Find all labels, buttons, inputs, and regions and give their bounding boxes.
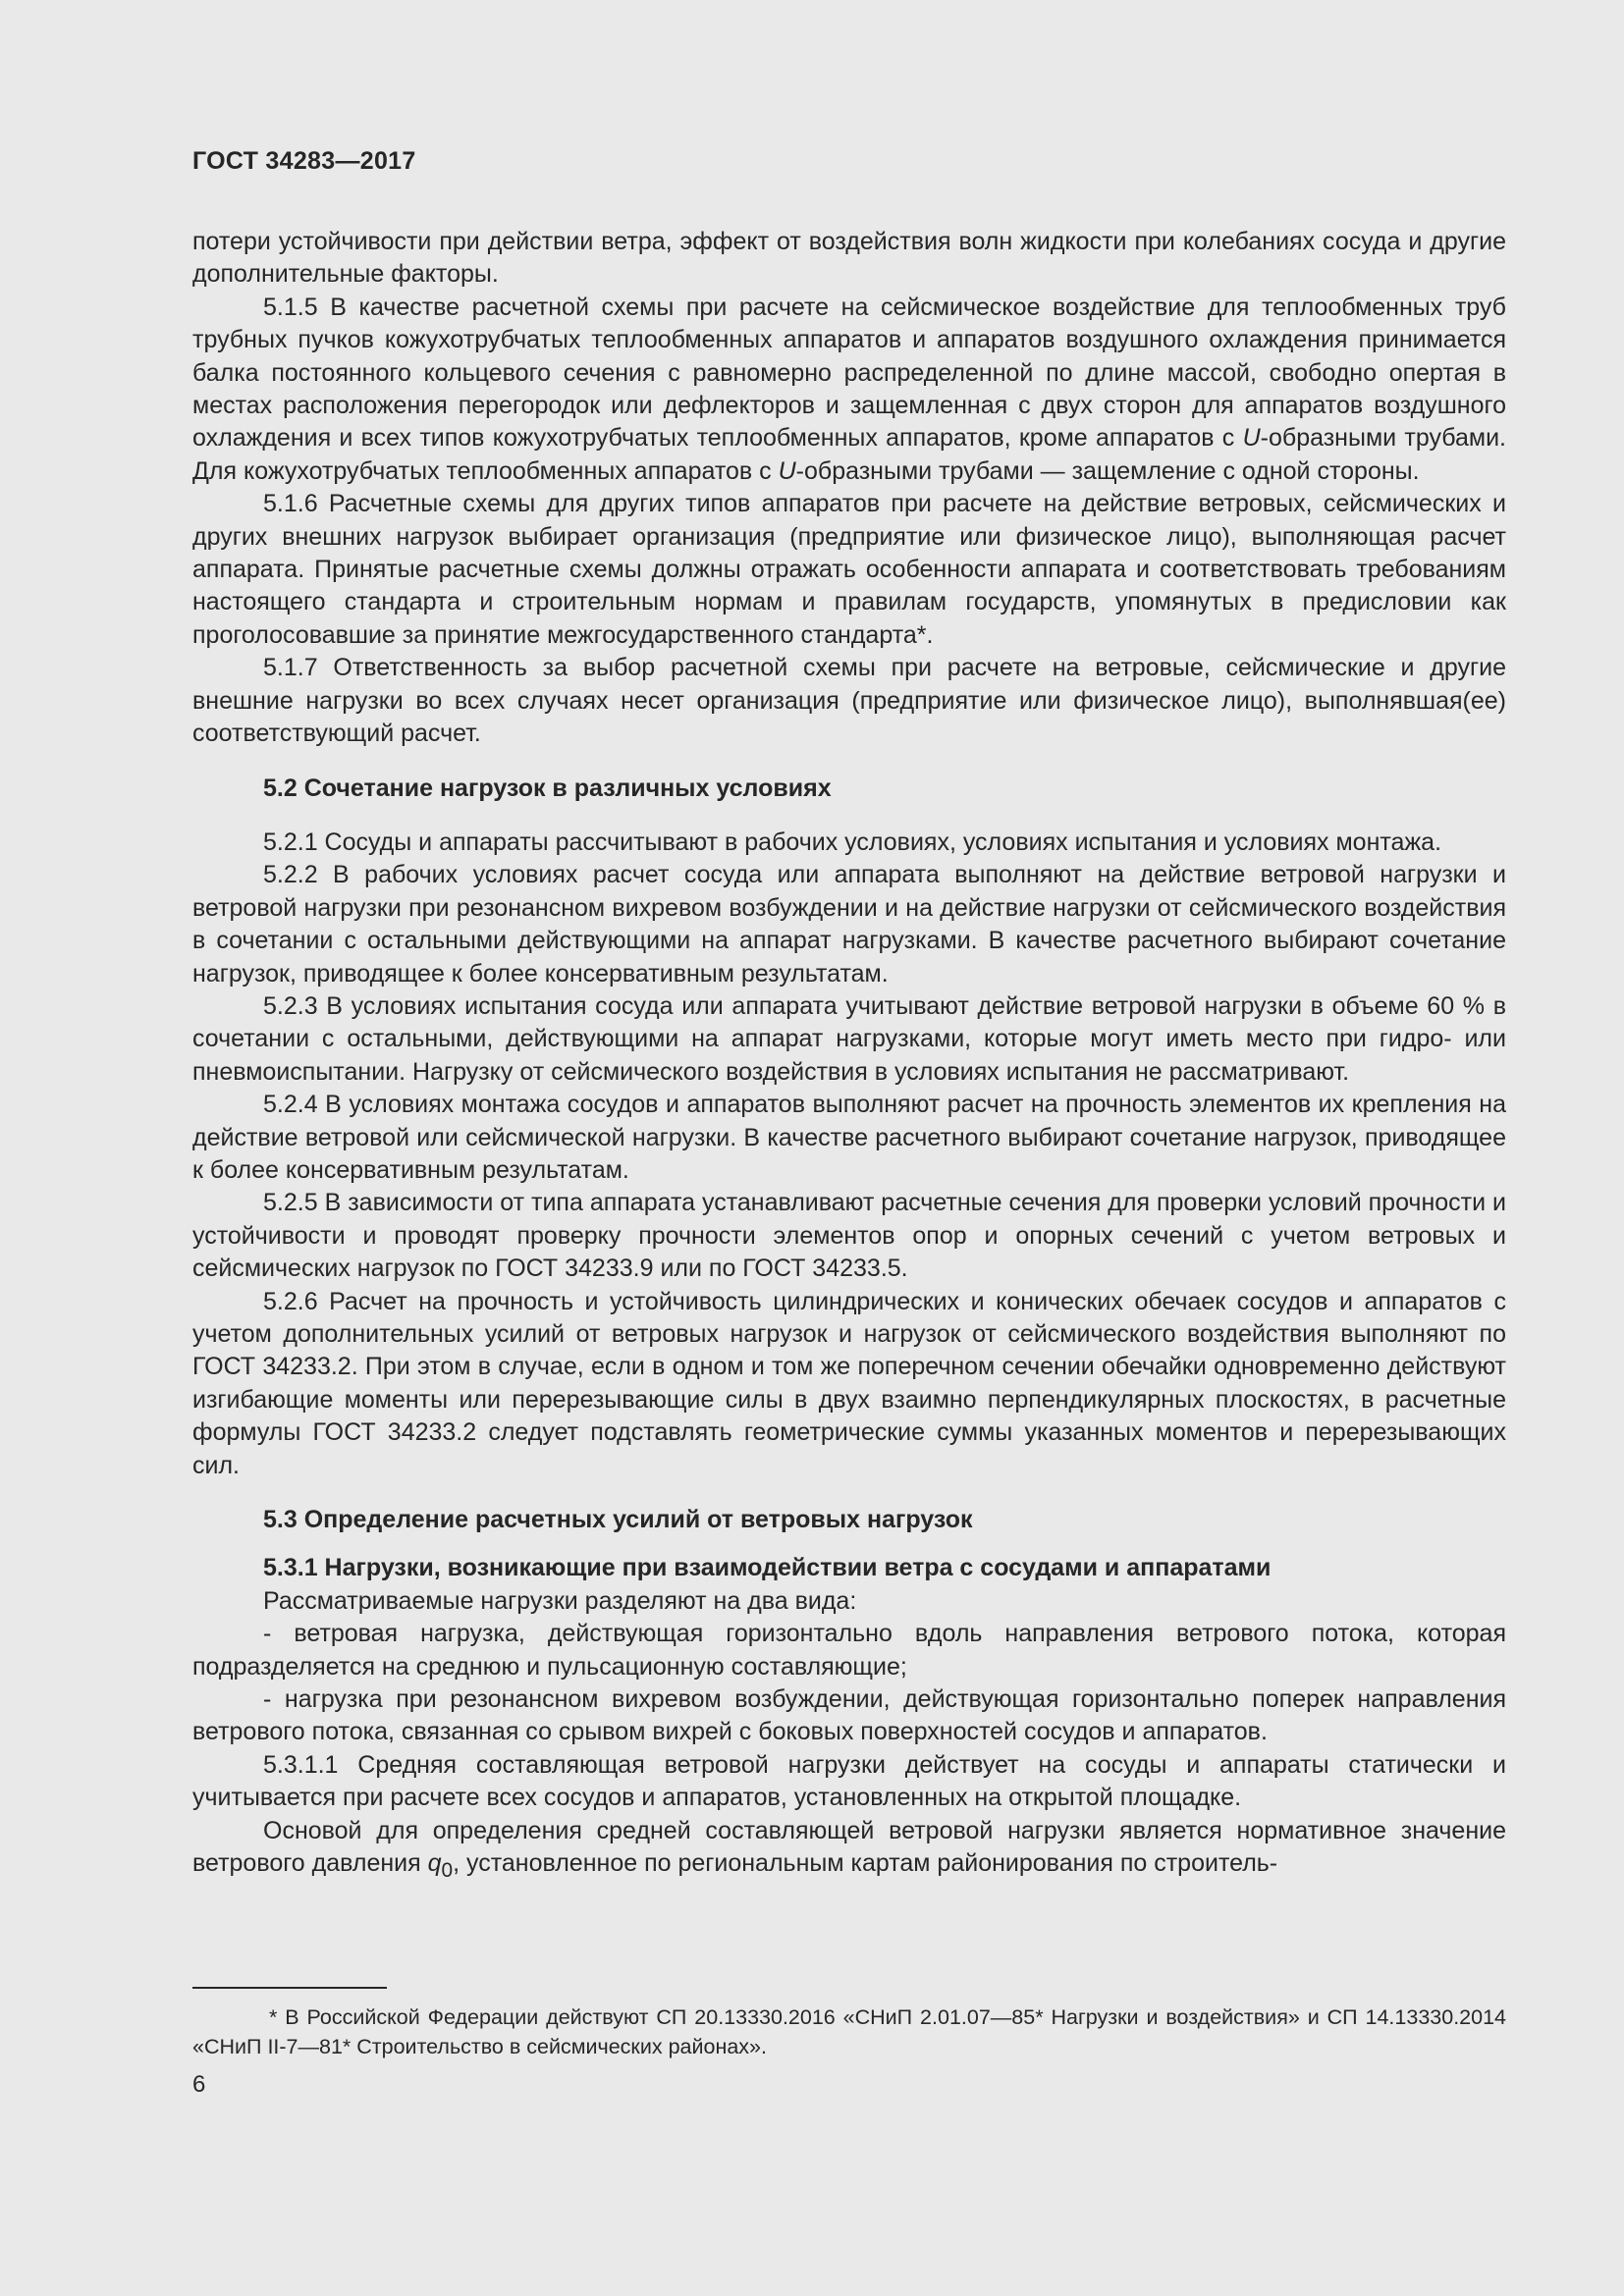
paragraph-5-3-1-1: 5.3.1.1 Средняя составляющая ветровой нагрузки действует на сосуды и аппараты статически и учитывается при расчете всех сосудов и аппаратов, установленных на открытой площадке. bbox=[192, 1750, 1506, 1812]
list-item-vortex-load: - нагрузка при резонансном вихревом возбуждении, действующая горизонтально поперек направления ветрового потока, связанная со срывом вихрей с боковых поверхностей сосудов и аппаратов. bbox=[192, 1685, 1506, 1746]
paragraph-5-2-4: 5.2.4 В условиях монтажа сосудов и аппаратов выполняют расчет на прочность элементов их крепления на действие ветровой или сейсмической нагрузки. В качестве расчетного выбирают сочетание нагрузок, приводящее к более консервативным результатам. bbox=[192, 1091, 1506, 1184]
page-header-doc-id: ГОСТ 34283—2017 bbox=[192, 147, 416, 175]
symbol-q: q bbox=[427, 1849, 442, 1878]
paragraph-5-1-6: 5.1.6 Расчетные схемы для других типов аппаратов при расчете на действие ветровых, сейсмических и других внешних нагрузок выбирает организация (предприятие или физическое лицо), выполняющая расчет аппарата. Принятые расчетные схемы должны отражать особенности аппарата и соответствовать требованиям настоящего стандарта и строительным нормам и правилам государств, упомянутых в предисловии как проголосовавшие за принятие межгосударственного стандарта*. bbox=[192, 490, 1506, 649]
paragraph-text: Основой для определения средней составляющей ветровой нагрузки является нормативное значение ветрового давления bbox=[192, 1816, 1506, 1878]
page-number: 6 bbox=[192, 2071, 206, 2098]
paragraph-wind-pressure bbox=[192, 1815, 1506, 1888]
paragraph-5-2-3: 5.2.3 В условиях испытания сосуда или аппарата учитывают действие ветровой нагрузки в объеме 60 % в сочетании с остальными, действующими на аппарат нагрузками, которые могут иметь место при гидро- или пневмоиспытании. Нагрузку от сейсмического воздействия в условиях испытания не рассматривают. bbox=[192, 991, 1506, 1086]
list-item-wind-load: - ветровая нагрузка, действующая горизонтально вдоль направления ветрового потока, которая подразделяется на среднюю и пульсационную составляющие; bbox=[192, 1620, 1506, 1681]
symbol-subscript: 0 bbox=[441, 1859, 454, 1883]
paragraph-text: 5.1.5 В качестве расчетной схемы при расчете на сейсмическое воздействие для теплообменных труб трубных пучков кожухотрубчатых теплообменных аппаратов и аппаратов воздушного охлаждения принимается балка постоянного кольцевого сечения с равномерно распределенной по длине массой, свободно опертая в местах расположения перегородок или дефлекторов и защемленная с двух сторон для аппаратов воздушного охлаждения и всех типов кожухотрубчатых теплообменных аппаратов, кроме аппаратов с bbox=[192, 293, 1506, 453]
footnote bbox=[192, 2002, 1506, 2061]
footnote-divider bbox=[192, 1987, 387, 1989]
paragraph-text: -образными трубами. Для кожухотрубчатых теплообменных аппаратов с bbox=[192, 424, 1506, 485]
paragraph-load-types-intro: Рассматриваемые нагрузки разделяют на два вида: bbox=[263, 1586, 857, 1615]
paragraph-5-2-6: 5.2.6 Расчет на прочность и устойчивость цилиндрических и конических обечаек сосудов и аппаратов с учетом дополнительных усилий от ветровых нагрузок и нагрузок от сейсмического воздействия выполняют по ГОСТ 34233.2. При этом в случае, если в одном и том же поперечном сечении обечайки одновременно действуют изгибающие моменты или перерезывающие силы в двух взаимно перпендикулярных плоскостях, в расчетные формулы ГОСТ 34233.2 следует подставлять геометрические суммы указанных моментов и перерезывающих сил. bbox=[192, 1287, 1506, 1479]
italic-u: U bbox=[778, 456, 796, 485]
paragraph-5-2-5: 5.2.5 В зависимости от типа аппарата устанавливают расчетные сечения для проверки условий прочности и устойчивости и проводят проверку прочности элементов опор и опорных сечений с учетом ветровых и сейсмических нагрузок по ГОСТ 34233.9 или по ГОСТ 34233.5. bbox=[192, 1189, 1506, 1283]
subsection-heading-5-3-1: 5.3.1 Нагрузки, возникающие при взаимодействии ветра с сосудами и аппаратами bbox=[263, 1554, 1272, 1582]
paragraph-text: , установленное по региональным картам районирования по строитель- bbox=[453, 1849, 1278, 1878]
paragraph-continuation: потери устойчивости при действии ветра, эффект от воздействия волн жидкости при колебаниях сосуда и другие дополнительные факторы. bbox=[192, 228, 1506, 289]
paragraph-text: -образными трубами — защемление с одной стороны. bbox=[795, 456, 1420, 485]
paragraph-5-1-7: 5.1.7 Ответственность за выбор расчетной схемы при расчете на ветровые, сейсмические и другие внешние нагрузки во всех случаях несет организация (предприятие или физическое лицо), выполнявшая(ее) соответствующий расчет. bbox=[192, 654, 1506, 748]
paragraph-5-1-5 bbox=[192, 292, 1506, 488]
paragraph-5-2-1: 5.2.1 Сосуды и аппараты рассчитывают в рабочих условиях, условиях испытания и условиях монтажа. bbox=[263, 828, 1442, 856]
section-heading-5-2: 5.2 Сочетание нагрузок в различных условиях bbox=[263, 774, 832, 802]
paragraph-5-2-2: 5.2.2 В рабочих условиях расчет сосуда или аппарата выполняют на действие ветровой нагрузки и ветровой нагрузки при резонансном вихревом возбуждении и на действие нагрузки от сейсмического воздействия в сочетании с остальными действующими на аппарат нагрузками. В качестве расчетного выбирают сочетание нагрузок, приводящее к более консервативным результатам. bbox=[192, 861, 1506, 988]
document-body bbox=[192, 226, 1506, 1888]
section-heading-5-3: 5.3 Определение расчетных усилий от ветровых нагрузок bbox=[263, 1506, 973, 1534]
italic-u: U bbox=[1242, 424, 1261, 453]
footnote-text: * В Российской Федерации действуют СП 20.13330.2016 «СНиП 2.01.07—85* Нагрузки и воздействия» и СП 14.13330.2014 «СНиП II-7—81* Строительство в сейсмических районах». bbox=[192, 2005, 1506, 2058]
